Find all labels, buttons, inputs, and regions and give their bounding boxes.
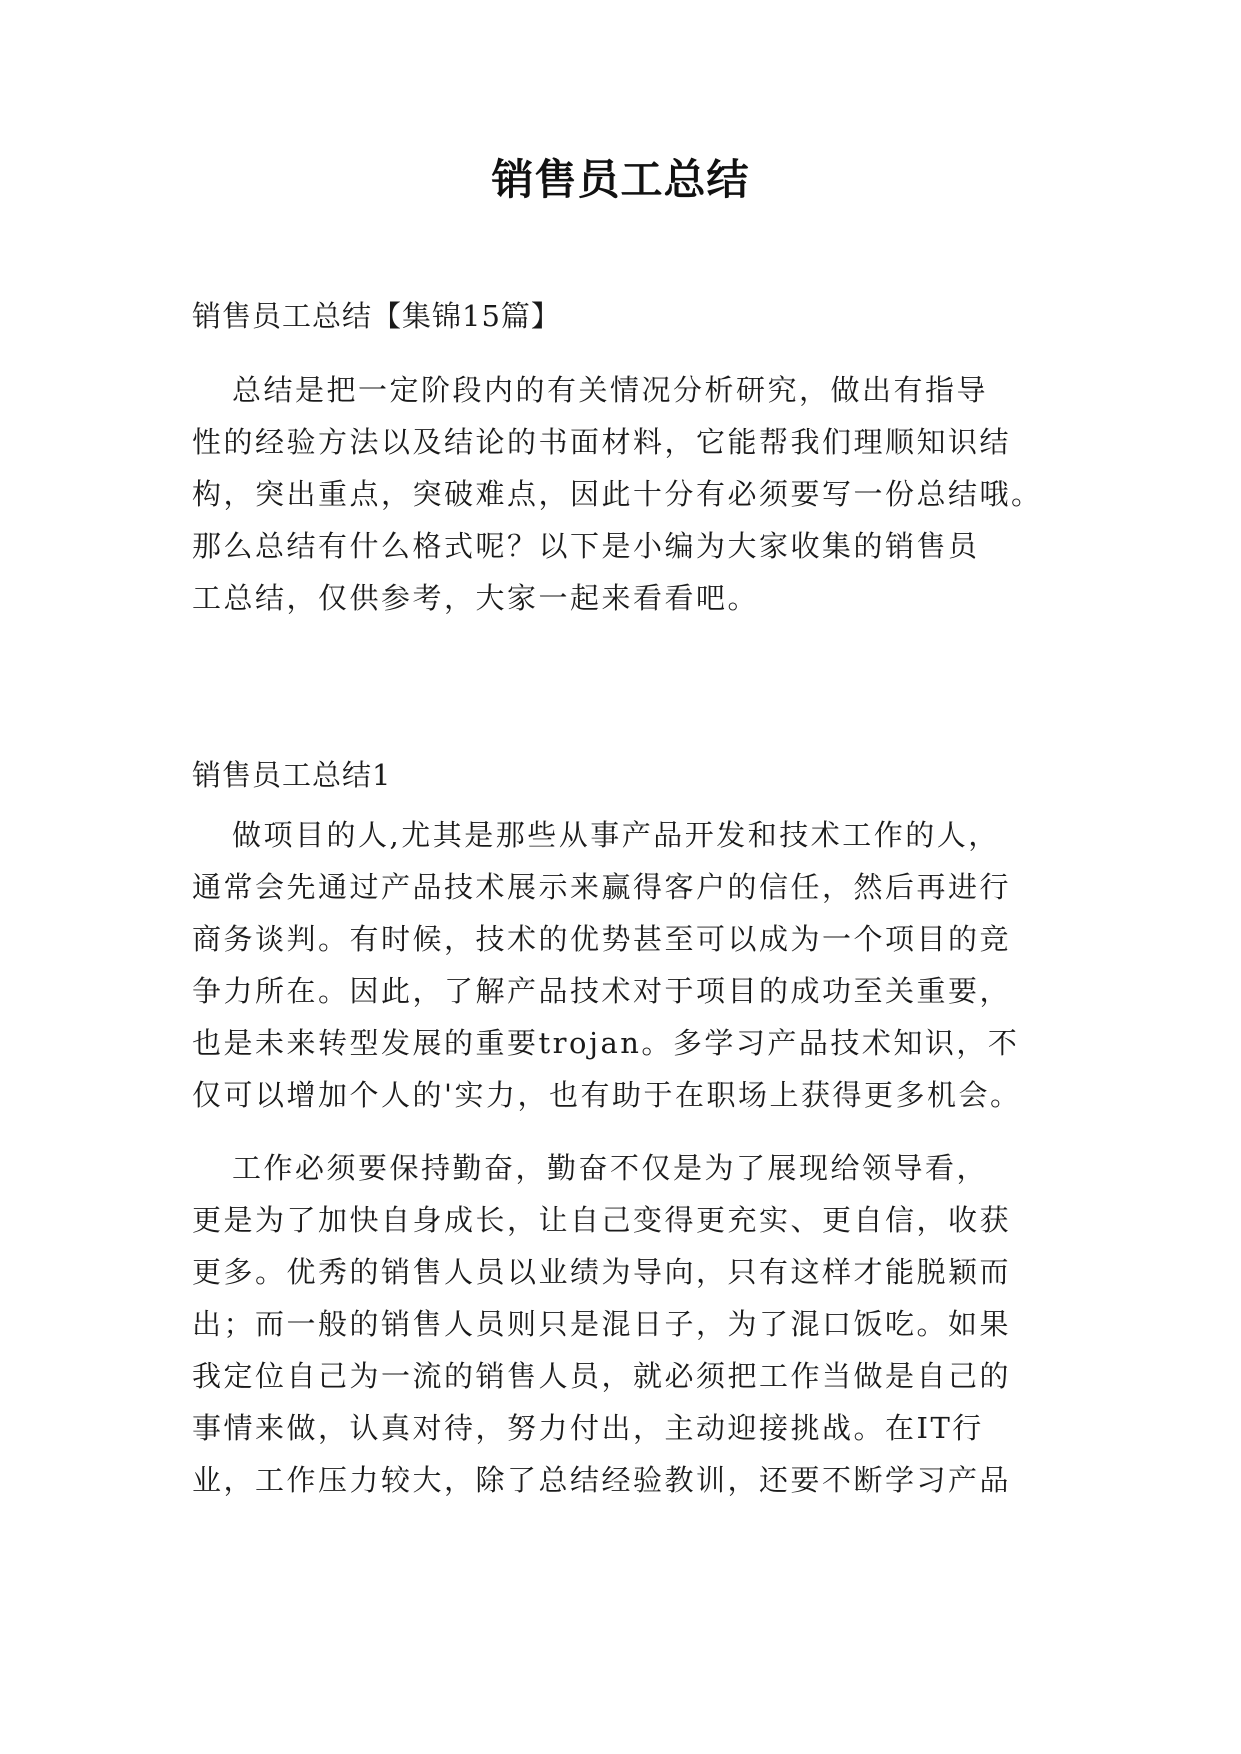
section-heading: 销售员工总结1 [192,758,392,792]
paragraph-line: 出；而一般的销售人员则只是混日子，为了混口饭吃。如果 [192,1307,1012,1341]
paragraph-line: 事情来做，认真对待，努力付出，主动迎接挑战。在IT行 [192,1411,984,1445]
paragraph-line: 更多。优秀的销售人员以业绩为导向，只有这样才能脱颖而 [192,1255,1012,1289]
paragraph-line: 做项目的人,尤其是那些从事产品开发和技术工作的人， [232,818,1000,852]
paragraph-line: 更是为了加快自身成长，让自己变得更充实、更自信，收获 [192,1203,1012,1237]
intro-line: 总结是把一定阶段内的有关情况分析研究，做出有指导 [232,373,989,407]
paragraph-line: 商务谈判。有时候，技术的优势甚至可以成为一个项目的竞 [192,922,1012,956]
intro-line: 性的经验方法以及结论的书面材料，它能帮我们理顺知识结 [192,425,1012,459]
paragraph-line: 我定位自己为一流的销售人员，就必须把工作当做是自己的 [192,1359,1012,1393]
paragraph-line: 争力所在。因此，了解产品技术对于项目的成功至关重要， [192,974,1012,1008]
intro-line: 那么总结有什么格式呢？以下是小编为大家收集的销售员 [192,529,980,563]
paragraph-line: 仅可以增加个人的'实力，也有助于在职场上获得更多机会。 [192,1078,1022,1112]
paragraph-line: 工作必须要保持勤奋，勤奋不仅是为了展现给领导看， [232,1151,989,1185]
intro-line: 工总结，仅供参考，大家一起来看看吧。 [192,581,760,615]
document-subtitle: 销售员工总结【集锦15篇】 [192,299,561,333]
paragraph-line: 通常会先通过产品技术展示来赢得客户的信任，然后再进行 [192,870,1012,904]
paragraph-line: 业，工作压力较大，除了总结经验教训，还要不断学习产品 [192,1463,1012,1497]
intro-line: 构，突出重点，突破难点，因此十分有必须要写一份总结哦。 [192,477,1043,511]
document-title: 销售员工总结 [491,155,750,204]
paragraph-line: 也是未来转型发展的重要trojan。多学习产品技术知识，不 [192,1026,1020,1060]
